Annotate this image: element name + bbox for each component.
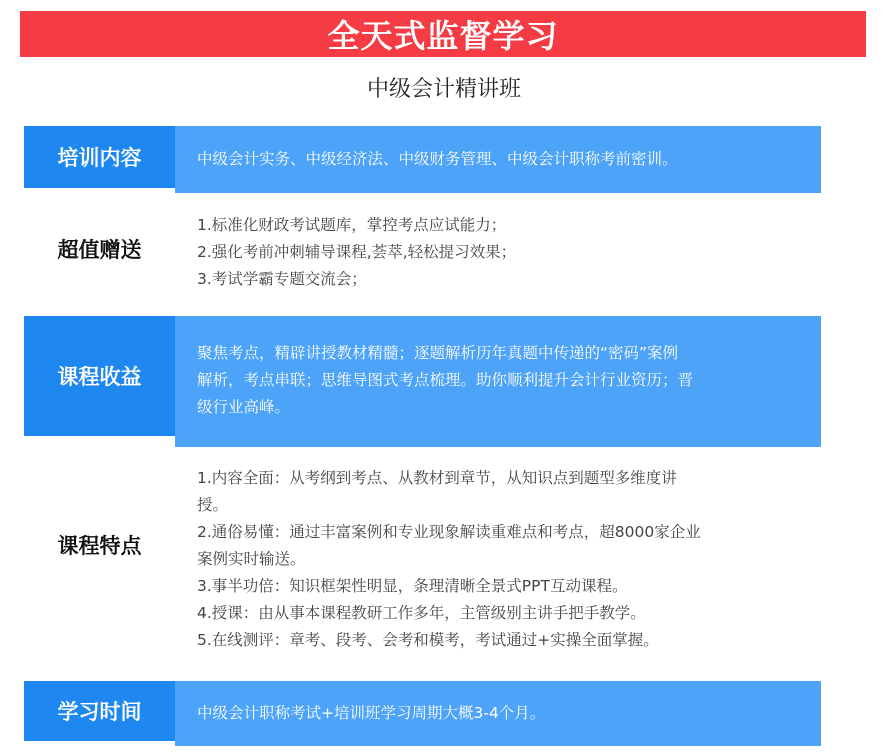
section-bonus	[24, 212, 821, 302]
section-label: 培训内容	[24, 126, 175, 188]
section-study-duration	[24, 681, 821, 746]
content-line: 4.授课：由从事本课程教研工作多年，主管级别主讲手把手教学。	[197, 604, 646, 622]
content-line: 案例实时输送。	[197, 550, 306, 568]
section-label: 课程收益	[24, 316, 175, 436]
section-content	[175, 126, 821, 193]
content-line: 中级会计实务、中级经济法、中级财务管理、中级会计职称考前密训。	[197, 150, 678, 168]
section-label: 课程特点	[57, 534, 142, 558]
content-line: 聚焦考点，精辟讲授教材精髓；逐题解析历年真题中传递的“密码”案例	[197, 344, 679, 362]
title-banner	[20, 11, 866, 57]
page-subtitle: 中级会计精讲班	[366, 77, 521, 102]
content-line: 中级会计职称考试+培训班学习周期大概3-4个月。	[197, 704, 546, 722]
content-line: 5.在线测评：章考、段考、会考和模考，考试通过+实操全面掌握。	[197, 631, 659, 649]
section-course-features	[24, 465, 821, 665]
section-label: 超值赠送	[57, 238, 142, 262]
section-content	[175, 316, 821, 447]
content-line: 1.内容全面：从考纲到考点、从教材到章节，从知识点到题型多维度讲	[197, 469, 677, 487]
section-content	[175, 681, 821, 746]
section-training-content	[24, 126, 821, 193]
content-line: 2.强化考前冲刺辅导课程,荟萃,轻松提习效果；	[197, 243, 517, 261]
section-label: 学习时间	[24, 681, 175, 741]
content-line: 3.考试学霸专题交流会；	[197, 270, 367, 288]
content-line: 级行业高峰。	[197, 398, 291, 416]
content-line: 1.标准化财政考试题库，掌控考点应试能力；	[197, 216, 507, 234]
section-content	[175, 465, 821, 654]
content-line: 3.事半功倍：知识框架性明显，条理清晰全景式PPT互动课程。	[197, 577, 628, 595]
section-content	[175, 212, 821, 293]
content-line: 2.通俗易懂：通过丰富案例和专业现象解读重难点和考点，超8000家企业	[197, 523, 701, 541]
section-course-benefits	[24, 316, 821, 447]
banner-title: 全天式监督学习	[327, 17, 559, 55]
content-line: 解析，考点串联；思维导图式考点梳理。助你顺利提升会计行业资历；晋	[197, 371, 694, 389]
content-line: 授。	[197, 496, 229, 514]
